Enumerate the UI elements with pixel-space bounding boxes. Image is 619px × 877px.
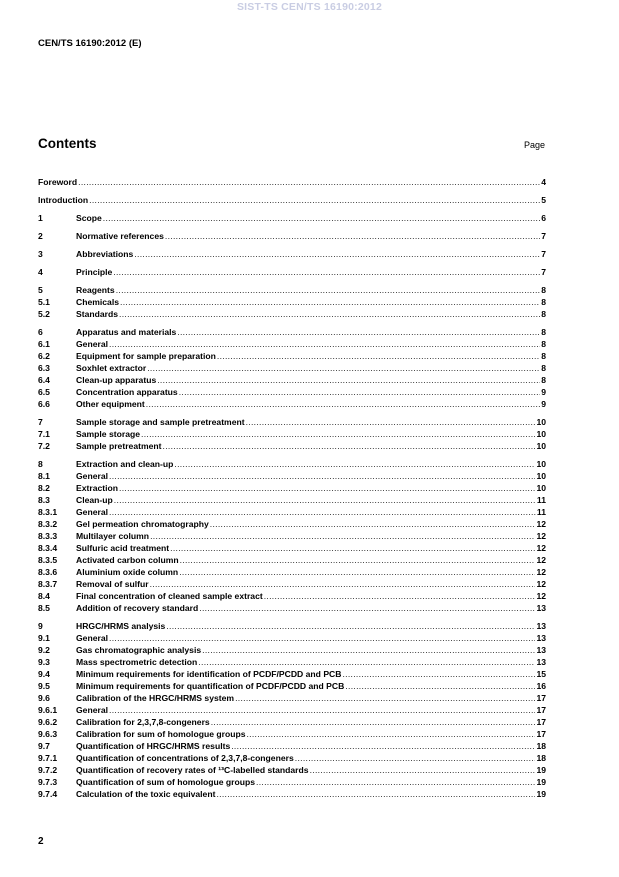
toc-dot-leader bbox=[174, 458, 535, 470]
toc-entry[interactable] bbox=[38, 506, 546, 518]
toc-entry-title: Concentration apparatus bbox=[76, 387, 178, 397]
toc-entry-page: 8 bbox=[541, 375, 546, 385]
toc-entry-page: 4 bbox=[541, 177, 546, 187]
toc-dot-leader bbox=[166, 620, 535, 632]
toc-entry-number: 9.7.1 bbox=[38, 753, 58, 763]
toc-entry-page: 17 bbox=[536, 705, 546, 715]
toc-entry[interactable] bbox=[38, 230, 546, 242]
toc-entry-title: Aluminium oxide column bbox=[76, 567, 179, 577]
toc-dot-leader bbox=[116, 284, 541, 296]
toc-dot-leader bbox=[177, 326, 540, 338]
toc-entry-title: Gas chromatographic analysis bbox=[76, 645, 202, 655]
toc-entry-page: 8 bbox=[541, 327, 546, 337]
toc-dot-leader bbox=[120, 296, 540, 308]
toc-entry-title: Sample storage and sample pretreatment bbox=[76, 417, 245, 427]
toc-entry[interactable] bbox=[38, 602, 546, 614]
toc-entry-number: 9.7.3 bbox=[38, 777, 58, 787]
toc-dot-leader bbox=[89, 194, 540, 206]
toc-entry-page: 10 bbox=[536, 429, 546, 439]
toc-entry-number: 5 bbox=[38, 285, 43, 295]
toc-entry-title: Extraction bbox=[76, 483, 119, 493]
toc-entry-page: 8 bbox=[541, 297, 546, 307]
toc-entry-page: 13 bbox=[536, 657, 546, 667]
toc-entry-page: 12 bbox=[536, 591, 546, 601]
toc-dot-leader bbox=[78, 176, 540, 188]
toc-entry[interactable] bbox=[38, 440, 546, 452]
toc-entry-title: Introduction bbox=[38, 195, 89, 205]
toc-dot-leader bbox=[146, 398, 540, 410]
toc-entry-number: 8.4 bbox=[38, 591, 50, 601]
toc-entry[interactable] bbox=[38, 386, 546, 398]
toc-entry-page: 17 bbox=[536, 729, 546, 739]
toc-entry-page: 19 bbox=[536, 789, 546, 799]
toc-entry-number: 8.3.2 bbox=[38, 519, 58, 529]
toc-entry[interactable] bbox=[38, 362, 546, 374]
toc-entry-page: 13 bbox=[536, 603, 546, 613]
toc-dot-leader bbox=[109, 632, 535, 644]
toc-entry-number: 6.2 bbox=[38, 351, 50, 361]
toc-entry-title: Activated carbon column bbox=[76, 555, 179, 565]
toc-entry-number: 7.1 bbox=[38, 429, 50, 439]
toc-dot-leader bbox=[246, 416, 536, 428]
toc-entry-title: Apparatus and materials bbox=[76, 327, 177, 337]
toc-entry-page: 8 bbox=[541, 309, 546, 319]
contents-heading: Contents bbox=[38, 136, 97, 151]
toc-entry-title: General bbox=[76, 471, 109, 481]
table-of-contents bbox=[38, 176, 546, 800]
toc-entry-page: 18 bbox=[536, 753, 546, 763]
toc-entry[interactable] bbox=[38, 350, 546, 362]
toc-dot-leader bbox=[295, 752, 536, 764]
toc-dot-leader bbox=[342, 668, 535, 680]
toc-entry-page: 19 bbox=[536, 765, 546, 775]
toc-entry-page: 15 bbox=[536, 669, 546, 679]
toc-entry-number: 9.5 bbox=[38, 681, 50, 691]
toc-entry-page: 10 bbox=[536, 441, 546, 451]
toc-entry-page: 6 bbox=[541, 213, 546, 223]
toc-entry-title: Quantification of recovery rates of ¹³C-labelled standards bbox=[76, 765, 309, 775]
toc-entry-title: Calibration of the HRGC/HRMS system bbox=[76, 693, 235, 703]
toc-entry-title: Soxhlet extractor bbox=[76, 363, 147, 373]
toc-entry[interactable] bbox=[38, 248, 546, 260]
toc-entry-title: Reagents bbox=[76, 285, 115, 295]
toc-entry-title: Minimum requirements for quantification of PCDF/PCDD and PCB bbox=[76, 681, 345, 691]
toc-entry-page: 7 bbox=[541, 267, 546, 277]
toc-entry[interactable] bbox=[38, 470, 546, 482]
toc-entry[interactable] bbox=[38, 554, 546, 566]
toc-entry[interactable] bbox=[38, 494, 546, 506]
toc-entry-number: 8.3.5 bbox=[38, 555, 58, 565]
toc-entry-page: 8 bbox=[541, 363, 546, 373]
toc-entry[interactable] bbox=[38, 212, 546, 224]
toc-entry-title: Principle bbox=[76, 267, 113, 277]
toc-entry-title: Multilayer column bbox=[76, 531, 150, 541]
toc-entry-title: Equipment for sample preparation bbox=[76, 351, 216, 361]
toc-dot-leader bbox=[134, 248, 540, 260]
toc-entry[interactable] bbox=[38, 428, 546, 440]
toc-entry-page: 16 bbox=[536, 681, 546, 691]
toc-entry-number: 9.6 bbox=[38, 693, 50, 703]
toc-dot-leader bbox=[231, 740, 535, 752]
toc-entry-title: General bbox=[76, 633, 109, 643]
toc-entry-page: 8 bbox=[541, 351, 546, 361]
toc-entry[interactable] bbox=[38, 458, 546, 470]
toc-entry-title: Other equipment bbox=[76, 399, 145, 409]
toc-dot-leader bbox=[216, 788, 535, 800]
toc-entry-title: Extraction and clean-up bbox=[76, 459, 174, 469]
toc-entry-number: 9.3 bbox=[38, 657, 50, 667]
toc-entry[interactable] bbox=[38, 566, 546, 578]
toc-entry[interactable] bbox=[38, 338, 546, 350]
toc-entry-title: Calibration for 2,3,7,8-congeners bbox=[76, 717, 210, 727]
toc-entry-page: 10 bbox=[536, 417, 546, 427]
toc-entry-page: 7 bbox=[541, 231, 546, 241]
toc-entry-number: 9.6.3 bbox=[38, 729, 58, 739]
toc-entry-page: 11 bbox=[536, 495, 546, 505]
toc-entry-number: 3 bbox=[38, 249, 43, 259]
toc-entry-number: 9.6.1 bbox=[38, 705, 58, 715]
page-column-label: Page bbox=[523, 140, 545, 150]
toc-entry[interactable] bbox=[38, 668, 546, 680]
toc-entry-title: Minimum requirements for identification of PCDF/PCDD and PCB bbox=[76, 669, 342, 679]
toc-entry-title: Standards bbox=[76, 309, 119, 319]
toc-entry-page: 9 bbox=[541, 399, 546, 409]
toc-dot-leader bbox=[109, 338, 540, 350]
toc-entry-title: Removal of sulfur bbox=[76, 579, 149, 589]
toc-entry[interactable] bbox=[38, 632, 546, 644]
toc-entry[interactable] bbox=[38, 752, 546, 764]
toc-entry-title: Normative references bbox=[76, 231, 164, 241]
toc-entry-title: Final concentration of cleaned sample extract bbox=[76, 591, 263, 601]
toc-entry[interactable] bbox=[38, 374, 546, 386]
toc-entry-page: 7 bbox=[541, 249, 546, 259]
toc-entry-title: Clean-up bbox=[76, 495, 113, 505]
toc-entry-title: Chemicals bbox=[76, 297, 119, 307]
toc-dot-leader bbox=[141, 428, 535, 440]
toc-entry-page: 13 bbox=[536, 645, 546, 655]
toc-dot-leader bbox=[246, 728, 535, 740]
toc-entry[interactable] bbox=[38, 764, 546, 776]
toc-entry-title: Clean-up apparatus bbox=[76, 375, 157, 385]
toc-dot-leader bbox=[114, 494, 536, 506]
toc-dot-leader bbox=[109, 470, 535, 482]
toc-entry-page: 10 bbox=[536, 483, 546, 493]
toc-entry-number: 8.3.4 bbox=[38, 543, 58, 553]
toc-entry-page: 8 bbox=[541, 339, 546, 349]
toc-entry-title: General bbox=[76, 339, 109, 349]
toc-entry-title: Abbreviations bbox=[76, 249, 134, 259]
toc-entry-number: 7 bbox=[38, 417, 43, 427]
toc-entry-page: 10 bbox=[536, 459, 546, 469]
toc-entry[interactable] bbox=[38, 776, 546, 788]
toc-entry-number: 8.1 bbox=[38, 471, 50, 481]
toc-entry[interactable] bbox=[38, 326, 546, 338]
toc-dot-leader bbox=[210, 518, 536, 530]
toc-entry-title: Quantification of sum of homologue groups bbox=[76, 777, 256, 787]
toc-dot-leader bbox=[345, 680, 535, 692]
toc-entry[interactable] bbox=[38, 176, 546, 188]
toc-entry-number: 8.2 bbox=[38, 483, 50, 493]
toc-entry[interactable] bbox=[38, 692, 546, 704]
toc-dot-leader bbox=[109, 506, 536, 518]
toc-entry-page: 5 bbox=[541, 195, 546, 205]
toc-entry-title: HRGC/HRMS analysis bbox=[76, 621, 166, 631]
toc-entry-title: General bbox=[76, 705, 109, 715]
toc-entry-number: 8.5 bbox=[38, 603, 50, 613]
document-id-header: CEN/TS 16190:2012 (E) bbox=[38, 38, 142, 49]
toc-entry-number: 6.4 bbox=[38, 375, 50, 385]
toc-dot-leader bbox=[264, 590, 536, 602]
toc-entry[interactable] bbox=[38, 656, 546, 668]
toc-dot-leader bbox=[109, 704, 535, 716]
toc-entry-number: 1 bbox=[38, 213, 43, 223]
toc-entry-page: 9 bbox=[541, 387, 546, 397]
toc-entry[interactable] bbox=[38, 620, 546, 632]
toc-entry-page: 17 bbox=[536, 693, 546, 703]
toc-dot-leader bbox=[180, 554, 536, 566]
toc-entry-number: 4 bbox=[38, 267, 43, 277]
toc-entry[interactable] bbox=[38, 296, 546, 308]
toc-entry[interactable] bbox=[38, 680, 546, 692]
toc-dot-leader bbox=[217, 350, 540, 362]
toc-entry-title: Quantification of HRGC/HRMS results bbox=[76, 741, 231, 751]
toc-entry-number: 6.6 bbox=[38, 399, 50, 409]
toc-entry-number: 8.3.7 bbox=[38, 579, 58, 589]
toc-entry[interactable] bbox=[38, 518, 546, 530]
toc-entry-page: 12 bbox=[536, 543, 546, 553]
toc-dot-leader bbox=[170, 542, 535, 554]
toc-entry-page: 18 bbox=[536, 741, 546, 751]
toc-entry[interactable] bbox=[38, 578, 546, 590]
toc-entry-page: 11 bbox=[536, 507, 546, 517]
toc-entry-number: 9.2 bbox=[38, 645, 50, 655]
toc-dot-leader bbox=[150, 578, 536, 590]
toc-entry-number: 6 bbox=[38, 327, 43, 337]
toc-dot-leader bbox=[119, 482, 535, 494]
toc-entry-title: General bbox=[76, 507, 109, 517]
toc-entry-title: Sample storage bbox=[76, 429, 140, 439]
toc-dot-leader bbox=[150, 530, 535, 542]
toc-entry[interactable] bbox=[38, 644, 546, 656]
toc-entry[interactable] bbox=[38, 542, 546, 554]
toc-entry-title: Sample pretreatment bbox=[76, 441, 162, 451]
toc-entry-number: 5.1 bbox=[38, 297, 50, 307]
toc-dot-leader bbox=[113, 266, 540, 278]
toc-entry-number: 9 bbox=[38, 621, 43, 631]
page-number: 2 bbox=[38, 836, 44, 847]
toc-entry-page: 12 bbox=[536, 519, 546, 529]
toc-entry-number: 5.2 bbox=[38, 309, 50, 319]
toc-dot-leader bbox=[198, 656, 535, 668]
toc-entry-number: 8 bbox=[38, 459, 43, 469]
toc-entry-title: Addition of recovery standard bbox=[76, 603, 199, 613]
toc-entry-number: 6.3 bbox=[38, 363, 50, 373]
toc-entry[interactable] bbox=[38, 308, 546, 320]
toc-dot-leader bbox=[179, 566, 535, 578]
toc-entry-number: 9.1 bbox=[38, 633, 50, 643]
toc-entry[interactable] bbox=[38, 716, 546, 728]
toc-entry-title: Gel permeation chromatography bbox=[76, 519, 209, 529]
toc-dot-leader bbox=[179, 386, 541, 398]
toc-entry-page: 10 bbox=[536, 471, 546, 481]
toc-entry[interactable] bbox=[38, 194, 546, 206]
toc-entry-page: 13 bbox=[536, 633, 546, 643]
toc-entry-page: 12 bbox=[536, 579, 546, 589]
toc-entry-number: 8.3.3 bbox=[38, 531, 58, 541]
toc-dot-leader bbox=[211, 716, 536, 728]
toc-entry-title: Quantification of concentrations of 2,3,7,8-congeners bbox=[76, 753, 294, 763]
toc-entry-title: Mass spectrometric detection bbox=[76, 657, 198, 667]
toc-entry-page: 12 bbox=[536, 531, 546, 541]
toc-dot-leader bbox=[256, 776, 535, 788]
toc-entry-page: 19 bbox=[536, 777, 546, 787]
toc-entry[interactable] bbox=[38, 704, 546, 716]
toc-dot-leader bbox=[163, 440, 536, 452]
toc-dot-leader bbox=[119, 308, 540, 320]
toc-entry[interactable] bbox=[38, 530, 546, 542]
toc-entry[interactable] bbox=[38, 398, 546, 410]
toc-entry-number: 6.5 bbox=[38, 387, 50, 397]
toc-entry[interactable] bbox=[38, 590, 546, 602]
toc-entry-number: 2 bbox=[38, 231, 43, 241]
toc-dot-leader bbox=[199, 602, 535, 614]
toc-entry[interactable] bbox=[38, 482, 546, 494]
toc-entry-number: 9.7 bbox=[38, 741, 50, 751]
toc-entry-title: Calculation of the toxic equivalent bbox=[76, 789, 216, 799]
toc-dot-leader bbox=[165, 230, 540, 242]
toc-entry[interactable] bbox=[38, 284, 546, 296]
toc-entry[interactable] bbox=[38, 740, 546, 752]
toc-entry-title: Foreword bbox=[38, 177, 78, 187]
toc-entry[interactable] bbox=[38, 266, 546, 278]
toc-entry-number: 6.1 bbox=[38, 339, 50, 349]
toc-entry-page: 12 bbox=[536, 567, 546, 577]
toc-entry-number: 7.2 bbox=[38, 441, 50, 451]
toc-entry-number: 9.7.4 bbox=[38, 789, 58, 799]
toc-entry-page: 13 bbox=[536, 621, 546, 631]
toc-entry[interactable] bbox=[38, 728, 546, 740]
toc-entry-number: 9.7.2 bbox=[38, 765, 58, 775]
toc-entry-number: 8.3.1 bbox=[38, 507, 58, 517]
toc-entry-page: 8 bbox=[541, 285, 546, 295]
toc-entry-number: 8.3.6 bbox=[38, 567, 58, 577]
toc-dot-leader bbox=[103, 212, 540, 224]
toc-dot-leader bbox=[202, 644, 535, 656]
toc-entry-number: 9.4 bbox=[38, 669, 50, 679]
toc-dot-leader bbox=[157, 374, 540, 386]
toc-entry-number: 9.6.2 bbox=[38, 717, 58, 727]
toc-entry-title: Calibration for sum of homologue groups bbox=[76, 729, 246, 739]
toc-dot-leader bbox=[310, 764, 536, 776]
toc-entry[interactable] bbox=[38, 416, 546, 428]
watermark: SIST-TS CEN/TS 16190:2012 bbox=[236, 1, 383, 13]
toc-entry-page: 17 bbox=[536, 717, 546, 727]
toc-entry-title: Scope bbox=[76, 213, 102, 223]
toc-dot-leader bbox=[147, 362, 540, 374]
toc-entry-title: Sulfuric acid treatment bbox=[76, 543, 170, 553]
toc-entry-number: 8.3 bbox=[38, 495, 50, 505]
toc-entry[interactable] bbox=[38, 788, 546, 800]
toc-entry-page: 12 bbox=[536, 555, 546, 565]
toc-dot-leader bbox=[235, 692, 535, 704]
